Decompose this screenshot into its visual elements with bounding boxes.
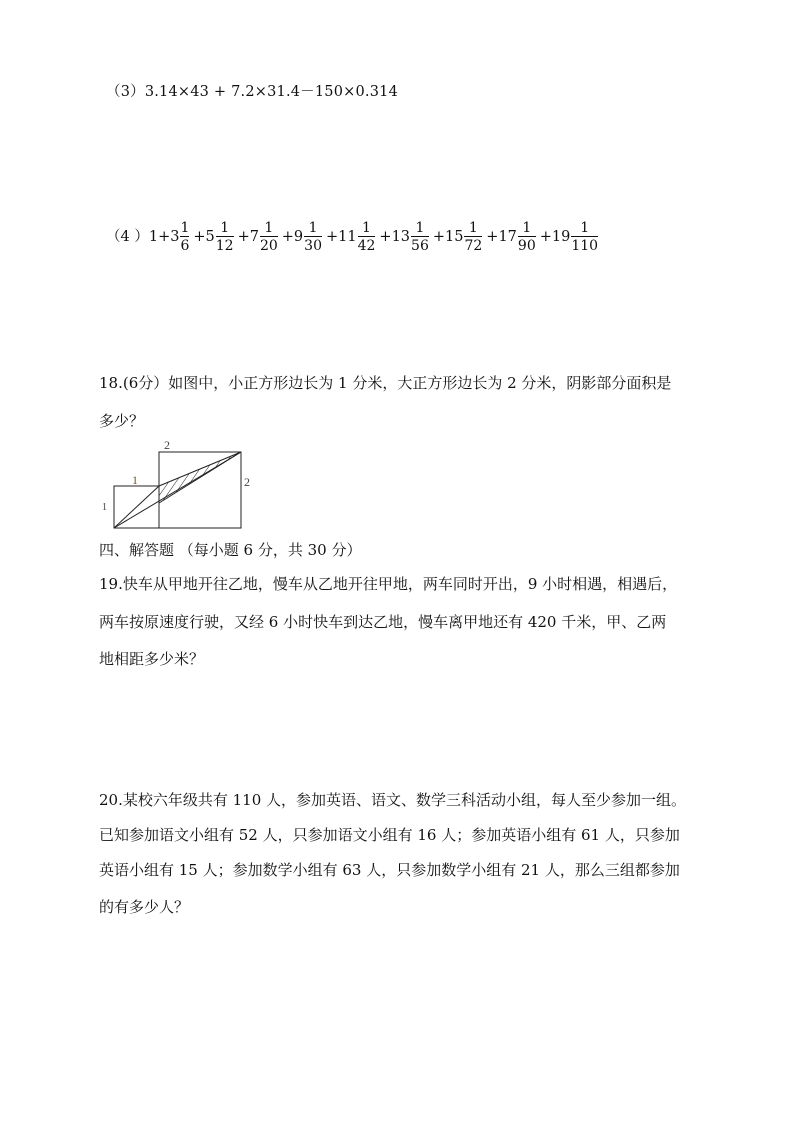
question-4-expression xyxy=(106,214,602,260)
fraction-denominator: 12 xyxy=(215,238,234,254)
label-small-left: 1 xyxy=(102,502,107,513)
term-whole-part: +19 xyxy=(539,229,571,245)
question-19-line-1: 19.快车从甲地开往乙地，慢车从乙地开往甲地，两车同时开出，9 小时相遇，相遇后， xyxy=(99,575,678,593)
term-whole-part: +17 xyxy=(486,229,517,245)
mixed-number-term xyxy=(238,220,278,254)
mixed-number-term xyxy=(486,220,535,254)
question-4-terms xyxy=(149,220,602,254)
fraction xyxy=(216,220,234,254)
label-big-right: 2 xyxy=(244,475,250,489)
fraction-numerator: 1 xyxy=(468,220,478,236)
term-whole-part: +5 xyxy=(193,229,215,245)
fraction-denominator: 30 xyxy=(304,238,322,254)
fraction-denominator: 110 xyxy=(571,238,599,254)
mixed-number-term xyxy=(540,220,598,254)
mixed-number-term xyxy=(433,220,482,254)
term-whole-part: +7 xyxy=(237,229,259,245)
fraction-denominator: 90 xyxy=(517,238,536,254)
question-3-expression: （3）3.14×43 + 7.2×31.4－150×0.314 xyxy=(106,84,399,100)
fraction xyxy=(571,220,598,254)
question-20-line-4: 的有多少人？ xyxy=(99,898,190,916)
term-whole-part: +15 xyxy=(432,229,464,245)
question-18-line-2: 多少？ xyxy=(99,412,145,430)
mixed-number-term xyxy=(149,220,190,254)
fraction-numerator: 1 xyxy=(362,220,371,236)
fraction xyxy=(180,220,189,254)
term-whole-part: +13 xyxy=(379,229,411,245)
question-20-line-3: 英语小组有 15 人；参加数学小组有 63 人，只参加数学小组有 21 人，那么三组都参加 xyxy=(99,861,680,879)
fraction-numerator: 1 xyxy=(180,220,190,236)
label-big-top: 2 xyxy=(164,438,170,452)
mixed-number-term xyxy=(193,220,233,254)
question-19-line-2: 两车按原速度行驶，又经 6 小时快车到达乙地，慢车离甲地还有 420 千米，甲、乙两 xyxy=(99,613,667,631)
fraction xyxy=(358,220,376,254)
squares-figure xyxy=(98,436,258,532)
fraction xyxy=(464,220,482,254)
question-20-line-1: 20.某校六年级共有 110 人，参加英语、语文、数学三科活动小组，每人至少参加一组。 xyxy=(99,791,687,809)
fraction-denominator: 6 xyxy=(180,238,190,254)
fraction xyxy=(260,220,278,254)
fraction-denominator: 56 xyxy=(411,238,429,254)
fraction-numerator: 1 xyxy=(264,220,274,236)
fraction xyxy=(518,220,536,254)
fraction-numerator: 1 xyxy=(580,220,590,236)
fraction xyxy=(411,220,429,254)
fraction-denominator: 42 xyxy=(357,238,376,254)
fraction-denominator: 72 xyxy=(464,238,483,254)
fraction-numerator: 1 xyxy=(220,220,230,236)
section-4-title: 四、解答题 （每小题 6 分，共 30 分） xyxy=(99,541,362,559)
question-19-line-3: 地相距多少米？ xyxy=(99,650,205,668)
fraction-numerator: 1 xyxy=(308,220,318,236)
connector-line xyxy=(114,486,159,528)
fraction xyxy=(304,220,322,254)
mixed-number-term xyxy=(282,220,322,254)
question-20-line-2: 已知参加语文小组有 52 人，只参加语文小组有 16 人；参加英语小组有 61 人，只参加 xyxy=(99,826,680,844)
term-whole-part: +9 xyxy=(281,229,304,245)
mixed-number-term xyxy=(326,220,375,254)
term-whole-part: +11 xyxy=(325,229,357,245)
fraction-denominator: 20 xyxy=(259,238,278,254)
question-4-prefix: （4 ） xyxy=(106,229,149,245)
term-whole-part: 1+3 xyxy=(148,229,180,245)
label-small-top: 1 xyxy=(132,473,138,487)
fraction-numerator: 1 xyxy=(522,220,532,236)
diagonal-line xyxy=(114,452,241,528)
mixed-number-term xyxy=(379,220,428,254)
question-18-line-1: 18.(6分）如图中，小正方形边长为 1 分米，大正方形边长为 2 分米，阴影部分面积是 xyxy=(99,374,672,392)
fraction-numerator: 1 xyxy=(415,220,425,236)
